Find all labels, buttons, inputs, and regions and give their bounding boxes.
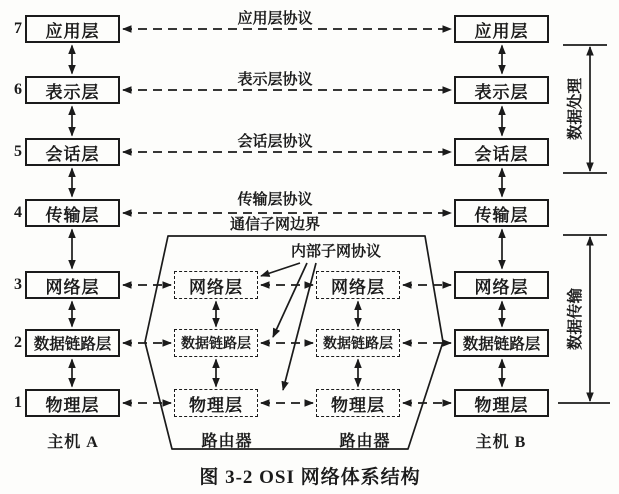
hostA-application-layer-box: 应用层 — [25, 15, 120, 43]
layer-number-4: 4 — [14, 204, 22, 221]
transport-protocol-label: 传输层协议 — [237, 192, 313, 208]
layer-number-7: 7 — [14, 20, 22, 37]
session-protocol-label: 会话层协议 — [237, 134, 313, 150]
router2-physical-layer-box: 物理层 — [316, 389, 400, 417]
hostB-application-layer-box: 应用层 — [454, 15, 549, 43]
hostB-network-layer-box: 网络层 — [454, 271, 549, 299]
router1-network-layer-box: 网络层 — [174, 271, 258, 299]
hostB-transport-layer-box: 传输层 — [454, 199, 549, 227]
subnet-boundary-label: 通信子网边界 — [229, 217, 320, 233]
application-protocol-label: 应用层协议 — [237, 11, 313, 27]
hostB-session-layer-box: 会话层 — [454, 138, 549, 166]
data-processing-label: 数据处理 — [567, 78, 584, 141]
internal-subnet-protocol-label: 内部子网协议 — [291, 244, 382, 260]
hostA-physical-layer-box: 物理层 — [25, 389, 120, 417]
hostA-presentation-layer-box: 表示层 — [25, 76, 120, 104]
layer-number-3: 3 — [14, 276, 22, 293]
router1-datalink-layer-box: 数据链路层 — [174, 329, 258, 357]
layer-number-2: 2 — [14, 334, 22, 351]
router2-datalink-layer-box: 数据链路层 — [316, 329, 400, 357]
layer-number-5: 5 — [14, 143, 22, 160]
hostA-label: 主机 A — [47, 434, 99, 451]
router2-label: 路由器 — [339, 433, 391, 450]
hostB-datalink-layer-box: 数据链路层 — [454, 329, 549, 357]
hostA-datalink-layer-box: 数据链路层 — [25, 329, 120, 357]
hostB-physical-layer-box: 物理层 — [454, 389, 549, 417]
presentation-protocol-label: 表示层协议 — [237, 72, 313, 88]
hostB-label: 主机 B — [475, 434, 527, 451]
hostA-session-layer-box: 会话层 — [25, 138, 120, 166]
data-transmission-label: 数据传输 — [567, 288, 584, 351]
hostA-transport-layer-box: 传输层 — [25, 199, 120, 227]
figure-caption: 图 3-2 OSI 网络体系结构 — [199, 467, 421, 488]
router1-physical-layer-box: 物理层 — [174, 389, 258, 417]
router2-network-layer-box: 网络层 — [316, 271, 400, 299]
layer-number-1: 1 — [14, 394, 22, 411]
router1-label: 路由器 — [201, 433, 253, 450]
hostA-network-layer-box: 网络层 — [25, 271, 120, 299]
hostB-presentation-layer-box: 表示层 — [454, 76, 549, 104]
layer-number-6: 6 — [14, 81, 22, 98]
